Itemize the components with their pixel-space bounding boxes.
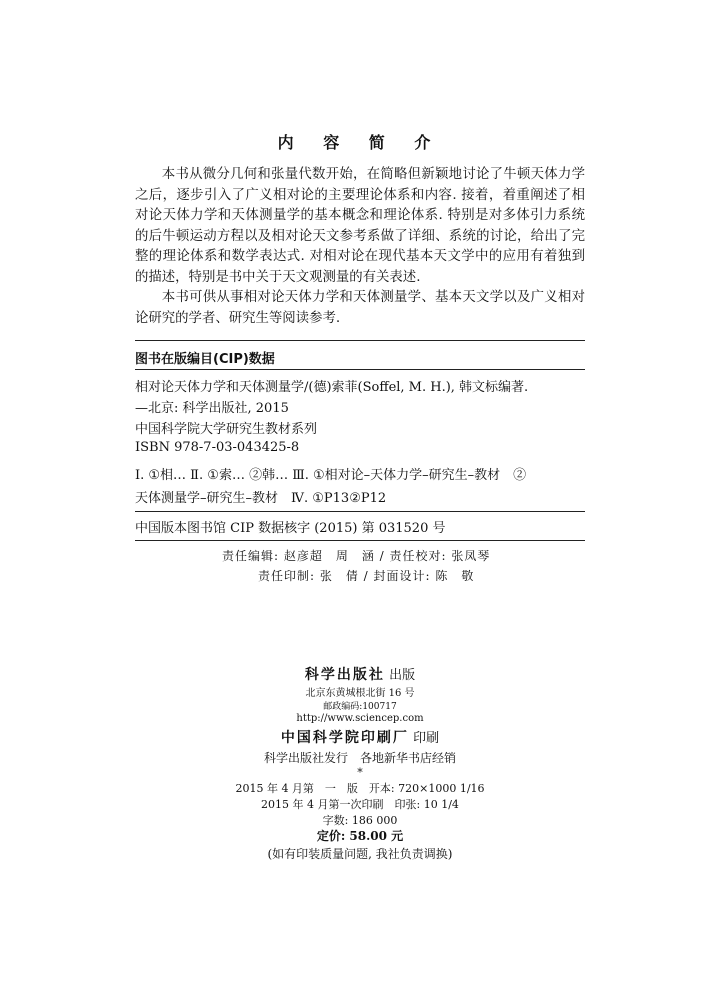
publisher-address: 北京东黄城根北街 16 号 xyxy=(305,688,415,699)
print-line: 2015 年 4 月第一次印刷 印张: 10 1/4 xyxy=(261,798,459,811)
intro-body xyxy=(135,165,585,329)
cip-line: —北京: 科学出版社, 2015 xyxy=(135,401,289,416)
return-notice: (如有印装质量问题, 我社负责调换) xyxy=(267,847,453,861)
printer-line xyxy=(0,727,720,747)
staff-line: 责任编辑: 赵彦超 周 涵 / 责任校对: 张凤琴 xyxy=(222,549,491,563)
staff-line: 责任印制: 张 倩 / 封面设计: 陈 敬 xyxy=(258,569,475,583)
publisher-line xyxy=(0,664,720,684)
divider xyxy=(135,540,585,541)
cip-title: 图书在版编目(CIP)数据 xyxy=(135,352,275,367)
divider xyxy=(135,511,585,512)
intro-title: 内 容 简 介 xyxy=(277,133,443,152)
distribution-line: 科学出版社发行 各地新华书店经销 xyxy=(263,751,456,765)
cip-line: 天体测量学–研究生–教材 Ⅳ. ①P13②P12 xyxy=(135,491,387,506)
divider xyxy=(135,369,585,370)
cip-line: ISBN 978-7-03-043425-8 xyxy=(135,440,300,455)
edition-line: 2015 年 4 月第 一 版 开本: 720×1000 1/16 xyxy=(235,782,485,795)
publisher-url: http://www.sciencep.com xyxy=(296,713,424,724)
separator-star: * xyxy=(357,766,363,779)
cip-line: 中国科学院大学研究生教材系列 xyxy=(135,422,318,437)
cip-number: 中国版本图书馆 CIP 数据核字 (2015) 第 031520 号 xyxy=(135,521,446,536)
word-count: 字数: 186 000 xyxy=(322,814,398,827)
intro-paragraph: 本书从微分几何和张量代数开始，在简略但新颖地讨论了牛顿天体力学之后，逐步引入了广义相对论的主要理论体系和内容. 接着，着重阐述了相对论天体力学和天体测量学的基本概念和理论体系. 特别是对多体引力系统的后牛顿运动方程以及相对论天文参考系做了详细、系统的讨论，给出了完整的理论体系和数学表达式. 对相对论在现代基本天文学中的应用有着独到的描述，特别是书中关于天文观测量的有关表述. xyxy=(135,167,585,285)
publisher-name: 科学出版社 xyxy=(304,667,385,683)
cip-line: 相对论天体力学和天体测量学/(德)索菲(Soffel, M. H.), 韩文标编著. xyxy=(135,380,529,395)
intro-paragraph: 本书可供从事相对论天体力学和天体测量学、基本天文学以及广义相对论研究的学者、研究生等阅读参考. xyxy=(135,290,585,326)
printer-name: 中国科学院印刷厂 xyxy=(280,730,409,746)
divider xyxy=(135,340,585,341)
printer-suffix: 印刷 xyxy=(413,731,440,746)
cip-line: I. ①相… Ⅱ. ①索… ②韩… Ⅲ. ①相对论–天体力学–研究生–教材 ② xyxy=(135,468,527,483)
price: 定价: 58.00 元 xyxy=(316,829,404,843)
publisher-suffix: 出版 xyxy=(389,668,416,683)
publisher-postcode: 邮政编码:100717 xyxy=(323,702,397,712)
